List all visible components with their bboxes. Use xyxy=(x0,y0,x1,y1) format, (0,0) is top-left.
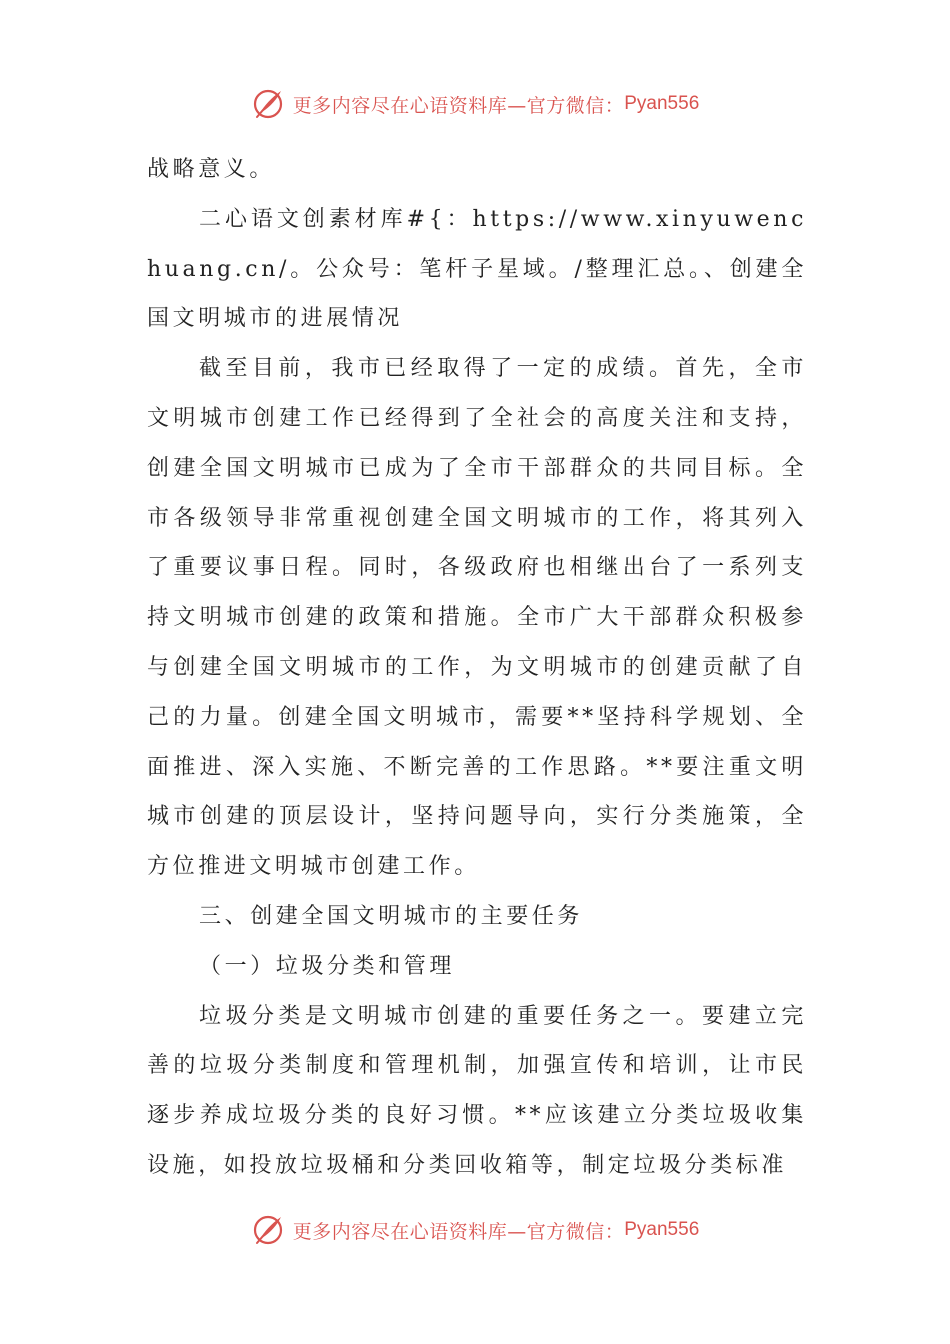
footer-banner xyxy=(0,1208,950,1252)
feather-pen-icon xyxy=(251,1213,285,1247)
paragraph-garbage-sorting: 垃圾分类是文明城市创建的重要任务之一。要建立完善的垃圾分类制度和管理机制，加强宣传和培训，让市民逐步养成垃圾分类的良好习惯。**应该建立分类垃圾收集设施，如投放垃圾桶和分类回收箱等，制定垃圾分类标准 xyxy=(147,1003,807,1178)
document-body xyxy=(147,145,807,1191)
banner-text: 更多内容尽在心语资料库—官方微信： xyxy=(292,94,625,117)
banner-text: 更多内容尽在心语资料库—官方微信： xyxy=(292,1220,625,1243)
paragraph-continuation: 战略意义。 xyxy=(147,157,276,182)
subsection-heading-1: （一）垃圾分类和管理 xyxy=(199,953,456,979)
section-heading-2: 二心语文创素材库#{：https://www.xinyuwenchuang.cn/。公众号：笔杆子星域。/整理汇总。、创建全国文明城市的进展情况 xyxy=(147,206,807,332)
feather-pen-icon xyxy=(251,87,285,121)
section-heading-3: 三、创建全国文明城市的主要任务 xyxy=(199,903,584,929)
banner-wechat-id: Pyan556 xyxy=(624,93,700,114)
banner-wechat-id: Pyan556 xyxy=(624,1219,700,1240)
paragraph-progress: 截至目前，我市已经取得了一定的成绩。首先，全市文明城市创建工作已经得到了全社会的高度关注和支持，创建全国文明城市已成为了全市干部群众的共同目标。全市各级领导非常重视创建全国文明城市的工作，将其列入了重要议事日程。同时，各级政府也相继出台了一系列支持文明城市创建的政策和措施。全市广大干部群众积极参与创建全国文明城市的工作，为文明城市的创建贡献了自己的力量。创建全国文明城市，需要**坚持科学规划、全面推进、深入实施、不断完善的工作思路。**要注重文明城市创建的顶层设计，坚持问题导向，实行分类施策，全方位推进文明城市创建工作。 xyxy=(147,356,807,880)
header-banner xyxy=(0,82,950,126)
